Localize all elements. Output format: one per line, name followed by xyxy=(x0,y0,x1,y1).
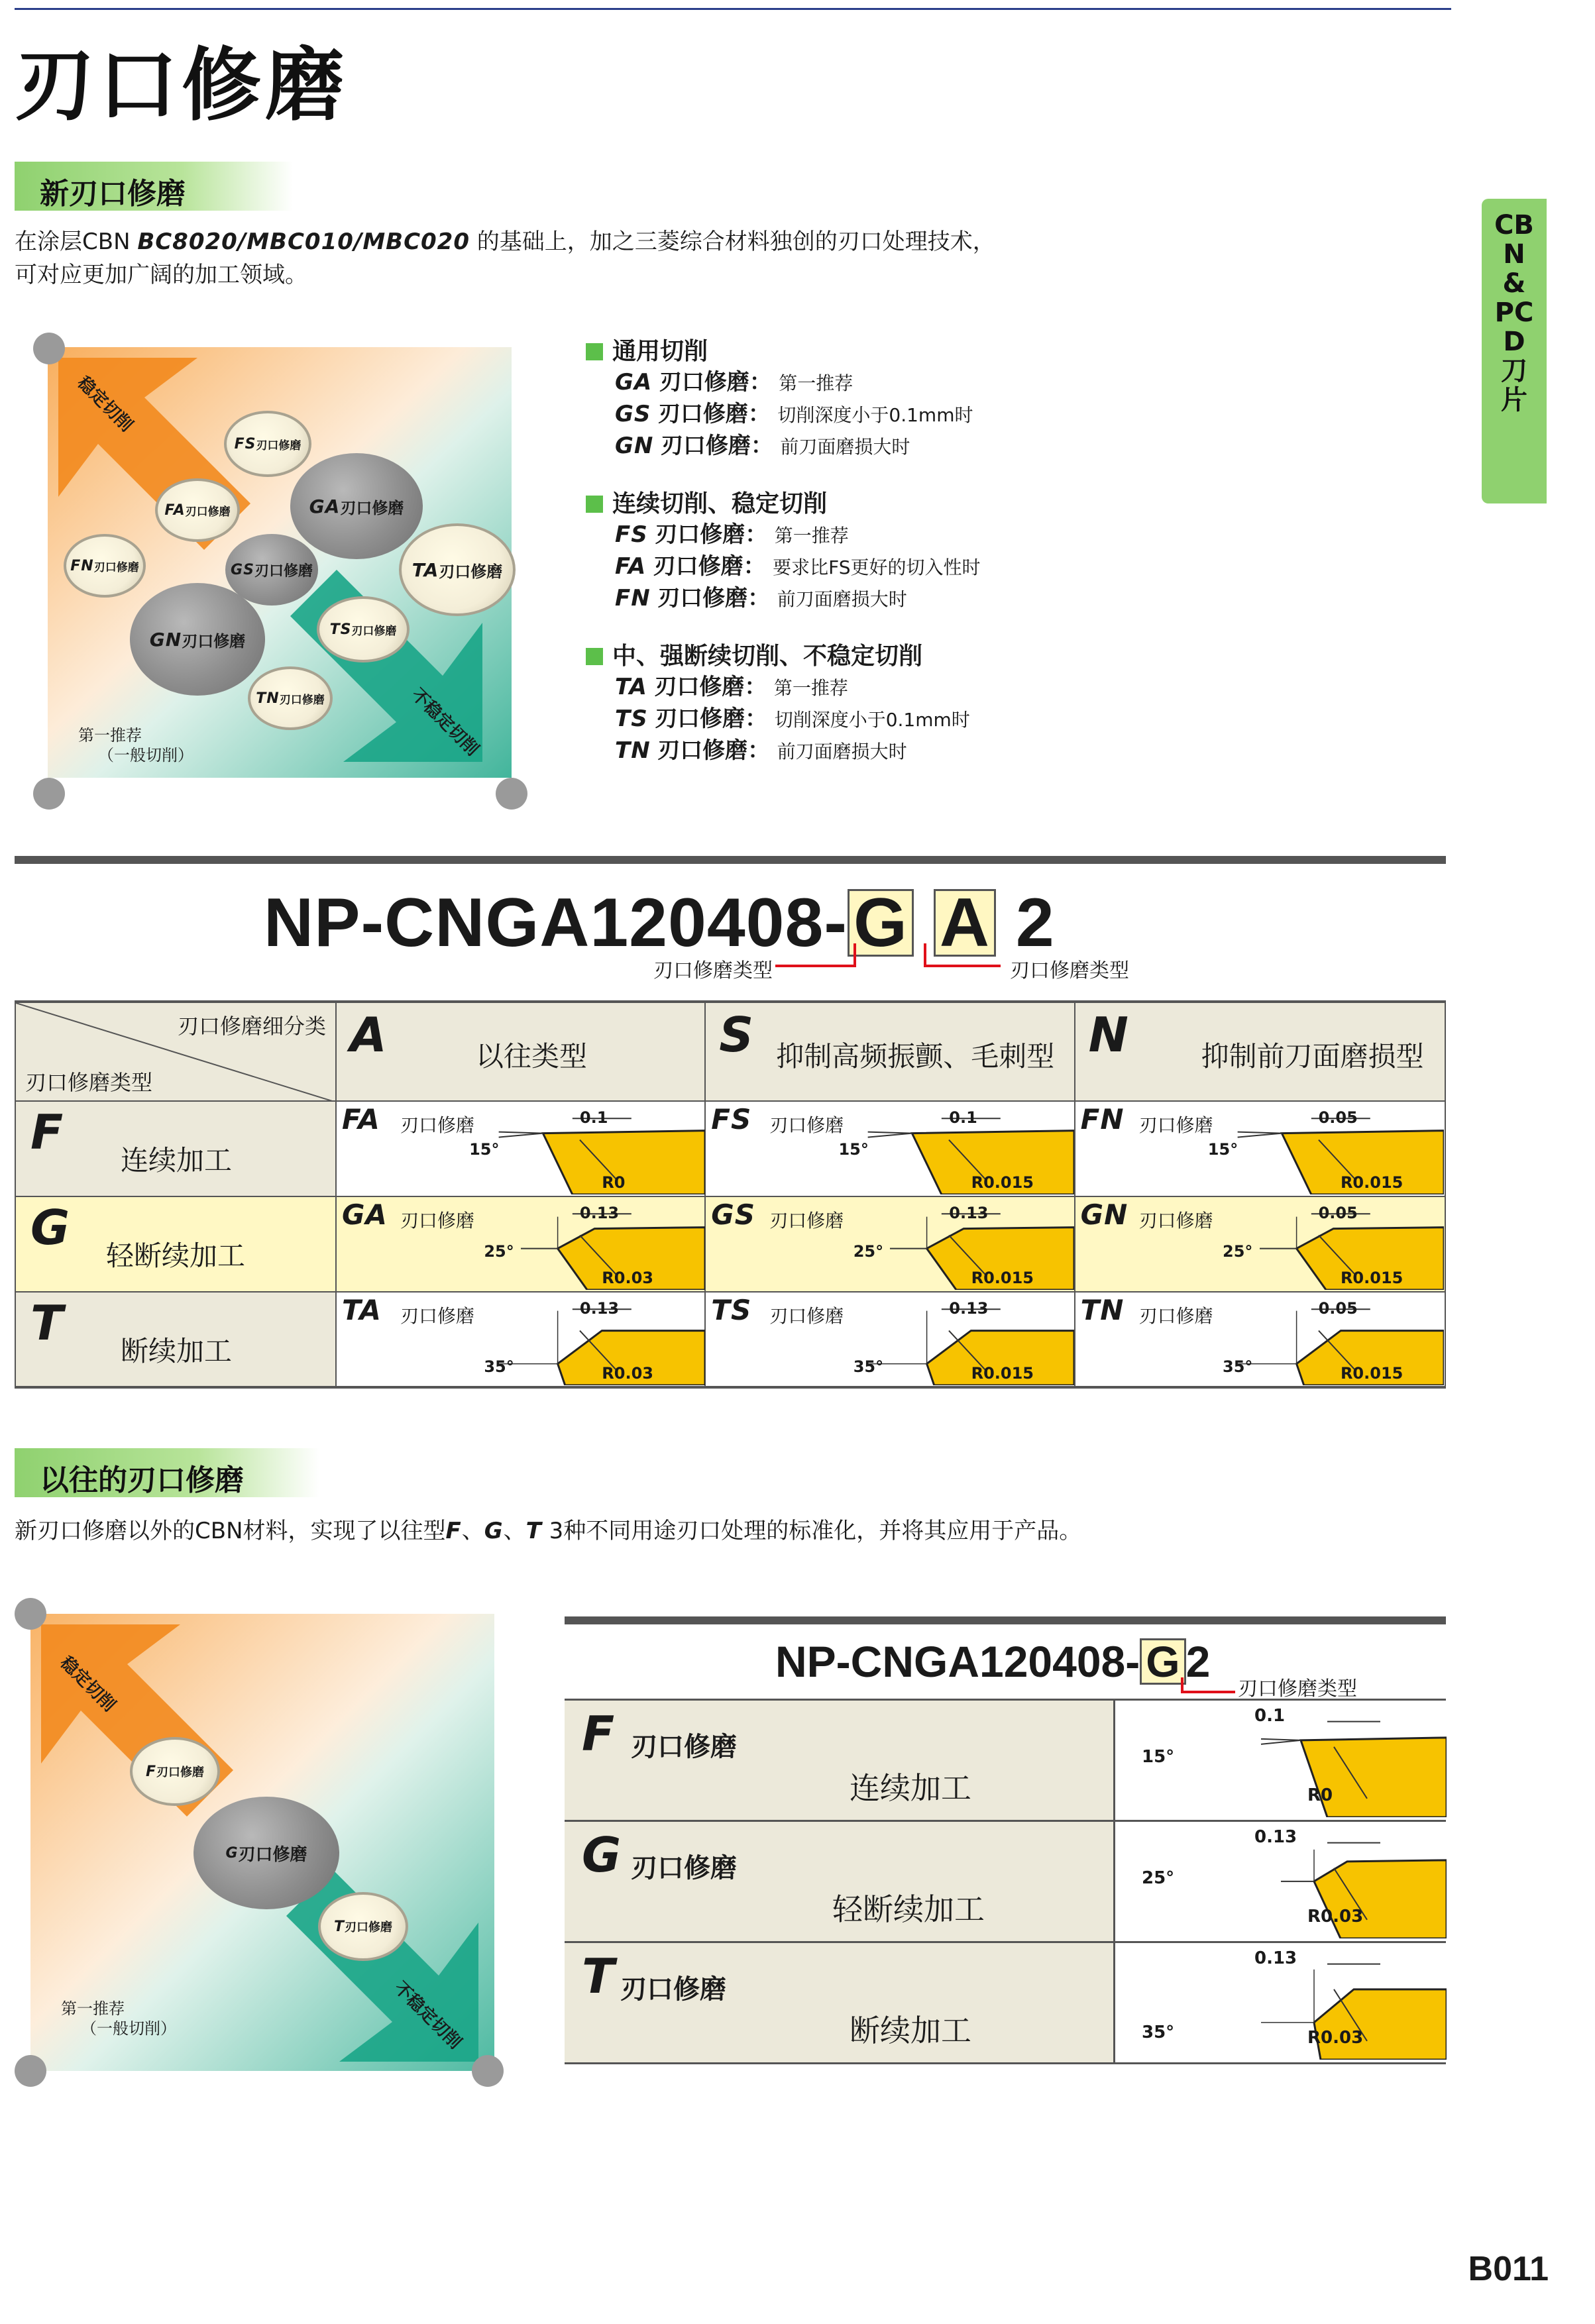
product-code-2: NP-CNGA120408- G 2 xyxy=(775,1637,1211,1686)
bubble-g: G 刃口修磨 xyxy=(193,1797,339,1909)
row-header-t: T 断续加工 xyxy=(15,1292,336,1387)
t2-angle: 35° xyxy=(1142,2023,1175,2042)
corner-dot xyxy=(15,2055,46,2087)
bubble-ga: GA 刃口修磨 xyxy=(290,453,423,559)
page-number: B011 xyxy=(1468,2250,1549,2288)
edge-code-label: 刃口修磨 xyxy=(1138,1114,1213,1136)
edge-width: 0.13 xyxy=(579,1204,620,1222)
arrow-label-stable: 稳定切削 xyxy=(73,372,137,436)
edge-angle: 15° xyxy=(1207,1140,1238,1159)
row-header-f: F 连续加工 xyxy=(15,1101,336,1196)
cell-ta xyxy=(336,1292,705,1387)
header-corner: 刃口修磨细分类 刃口修磨类型 xyxy=(15,1002,336,1101)
edge-radius: R0.015 xyxy=(971,1364,1034,1383)
col-header-n: N 抑制前刀面磨损型 xyxy=(1075,1002,1445,1101)
edge-prep-matrix xyxy=(15,1000,1446,1389)
bubble-gn: GN 刃口修磨 xyxy=(130,583,265,696)
edge-radius: R0.03 xyxy=(602,1364,653,1383)
edge-radius: R0.015 xyxy=(971,1173,1034,1192)
cell-fa xyxy=(336,1101,705,1196)
edge-code: TN xyxy=(1080,1294,1125,1326)
code1-pointer-lines xyxy=(769,941,1014,980)
t2-row-t xyxy=(565,1942,1446,2064)
legend-square xyxy=(586,648,603,665)
edge-angle: 35° xyxy=(1223,1357,1253,1376)
edge-code: TS xyxy=(711,1294,752,1326)
code-box-subtype: A xyxy=(934,889,996,957)
t2-angle: 15° xyxy=(1142,1747,1175,1767)
legend-continuous: 连续切削、稳定切削 FS 刃口修磨： 第一推荐 FA 刃口修磨： 要求比FS更好的切入性时 FN 刃口修磨： 前刀面磨损大时 xyxy=(586,489,981,615)
cell-gs xyxy=(705,1196,1074,1292)
grade-names: BC8020/MBC010/MBC020 xyxy=(137,229,470,255)
corner-dot xyxy=(33,778,65,810)
corner-dot xyxy=(496,778,527,810)
legend-interrupted: 中、强断续切削、不稳定切削 TA 刃口修磨： 第一推荐 TS 刃口修磨： 切削深度小于0.1mm时 TN 刃口修磨： 前刀面磨损大时 xyxy=(586,641,970,767)
arrow-label-unstable: 不稳定切削 xyxy=(407,684,482,760)
edge-angle: 25° xyxy=(484,1242,514,1261)
edge-code-label: 刃口修磨 xyxy=(1138,1210,1213,1232)
section-heading-conventional: 以往的刃口修磨 xyxy=(15,1448,319,1497)
t2-row-f xyxy=(565,1700,1446,1821)
row-f xyxy=(15,1101,1445,1196)
cell-fs xyxy=(705,1101,1074,1196)
edge-width: 0.1 xyxy=(949,1108,977,1127)
edge-code: FS xyxy=(711,1103,752,1136)
t2-radius: R0.03 xyxy=(1307,2028,1364,2048)
top-rule xyxy=(15,8,1451,10)
edge-radius: R0.015 xyxy=(1340,1269,1403,1287)
product-code-1: NP-CNGA120408-G A 2 xyxy=(264,884,1055,961)
t2-radius: R0.03 xyxy=(1307,1907,1364,1927)
intro-text: 在涂层CBN BC8020/MBC010/MBC020 的基础上，加之三菱综合材料独创的刃口处理技术， 可对应更加广阔的加工领域。 xyxy=(15,229,995,288)
cell-ts xyxy=(705,1292,1074,1387)
t2-row-g xyxy=(565,1821,1446,1942)
page-title: 刃口修磨 xyxy=(15,40,349,132)
col-header-s: S 抑制高频振颤、毛刺型 xyxy=(705,1002,1074,1101)
bubble-tn: TN 刃口修磨 xyxy=(248,666,333,730)
general-cutting-label: （一般切削） xyxy=(98,746,193,765)
edge-angle: 15° xyxy=(838,1140,869,1159)
legend-square xyxy=(586,496,603,513)
edge-code-label: 刃口修磨 xyxy=(400,1114,474,1136)
t2-left-t: T 刃口修磨 断续加工 xyxy=(565,1942,1115,2064)
bubble-ta: TA 刃口修磨 xyxy=(399,523,516,616)
code2-label: 刃口修磨类型 xyxy=(1238,1677,1357,1701)
t2-geometry-g xyxy=(1115,1821,1447,1942)
conventional-edge-diagram: 稳定切削 不稳定切削 第一推荐 （一般切削） F 刃口修磨 G 刃口修磨 T 刃口修磨 xyxy=(15,1598,518,2088)
bubble-gs: GS 刃口修磨 xyxy=(225,534,318,606)
corner-dot xyxy=(33,333,65,364)
cell-tn xyxy=(1075,1292,1445,1387)
edge-prep-map-diagram xyxy=(32,331,535,795)
bubble-fn: FN 刃口修磨 xyxy=(64,534,146,598)
cell-ga xyxy=(336,1196,705,1292)
cell-fn xyxy=(1075,1101,1445,1196)
edge-code: TA xyxy=(341,1294,382,1326)
row-header-g: G 轻断续加工 xyxy=(15,1196,336,1292)
code-box-type: G xyxy=(848,889,914,957)
t2-angle: 25° xyxy=(1142,1868,1175,1888)
t2-radius: R0 xyxy=(1307,1785,1333,1805)
section-heading-new xyxy=(15,162,293,211)
edge-radius: R0.015 xyxy=(1340,1173,1403,1192)
code1-label-subtype: 刃口修磨类型 xyxy=(1010,959,1129,982)
t2-left-g: G 刃口修磨 轻断续加工 xyxy=(565,1821,1115,1942)
edge-width: 0.05 xyxy=(1318,1204,1358,1222)
edge-angle: 15° xyxy=(469,1140,500,1159)
bubble-fs: FS 刃口修磨 xyxy=(224,411,311,477)
col-header-a: A 以往类型 xyxy=(336,1002,705,1101)
conventional-edge-table xyxy=(565,1699,1446,2064)
edge-width: 0.05 xyxy=(1318,1299,1358,1318)
t2-geometry-f xyxy=(1115,1700,1447,1821)
cell-gn xyxy=(1075,1196,1445,1292)
code2-box-type: G xyxy=(1140,1638,1185,1685)
edge-angle: 25° xyxy=(853,1242,884,1261)
edge-code: GS xyxy=(711,1198,756,1231)
edge-angle: 35° xyxy=(484,1357,514,1376)
code1-label-type: 刃口修磨类型 xyxy=(653,959,773,982)
edge-code-label: 刃口修磨 xyxy=(400,1210,474,1232)
edge-radius: R0.03 xyxy=(602,1269,653,1287)
edge-code-label: 刃口修磨 xyxy=(769,1305,844,1327)
edge-code-label: 刃口修磨 xyxy=(400,1305,474,1327)
bubble-f: F 刃口修磨 xyxy=(130,1737,220,1806)
t2-width: 0.13 xyxy=(1254,1827,1297,1847)
edge-width: 0.1 xyxy=(579,1108,608,1127)
row-t xyxy=(15,1292,1445,1387)
edge-code-label: 刃口修磨 xyxy=(1138,1305,1213,1327)
side-tab-label: CBN&PCD刀片 xyxy=(1494,210,1534,415)
corner-dot xyxy=(472,2055,504,2087)
bubble-t: T 刃口修磨 xyxy=(318,1892,408,1961)
edge-radius: R0.015 xyxy=(1340,1364,1403,1383)
edge-code: FN xyxy=(1080,1103,1125,1136)
legend-square xyxy=(586,343,603,360)
edge-width: 0.13 xyxy=(949,1204,989,1222)
t2-left-f: F 刃口修磨 连续加工 xyxy=(565,1700,1115,1821)
edge-code: GA xyxy=(341,1198,388,1231)
edge-width: 0.05 xyxy=(1318,1108,1358,1127)
edge-radius: R0 xyxy=(602,1173,626,1192)
edge-angle: 25° xyxy=(1223,1242,1253,1261)
first-recommend-label: 第一推荐 xyxy=(78,726,142,745)
t2-geometry-t xyxy=(1115,1942,1447,2064)
edge-radius: R0.015 xyxy=(971,1269,1034,1287)
bubble-ts: TS 刃口修磨 xyxy=(317,596,410,662)
edge-width: 0.13 xyxy=(579,1299,620,1318)
section2-text: 新刃口修磨以外的CBN材料，实现了以往型F、G、T 3种不同用途刃口处理的标准化，并将其应用于产品。 xyxy=(15,1518,1082,1544)
t2-width: 0.13 xyxy=(1254,1948,1297,1968)
edge-code: FA xyxy=(341,1103,380,1136)
corner-dot xyxy=(15,1598,46,1630)
section-divider-2 xyxy=(565,1616,1446,1624)
edge-width: 0.13 xyxy=(949,1299,989,1318)
edge-code: GN xyxy=(1080,1198,1128,1231)
section-heading-text: 新刃口修磨 xyxy=(40,177,186,211)
section-divider xyxy=(15,856,1446,864)
t2-width: 0.1 xyxy=(1254,1706,1286,1726)
row-g xyxy=(15,1196,1445,1292)
edge-angle: 35° xyxy=(853,1357,884,1376)
edge-code-label: 刃口修磨 xyxy=(769,1114,844,1136)
legend-general: 通用切削 GA 刃口修磨： 第一推荐 GS 刃口修磨： 切削深度小于0.1mm时 GN 刃口修磨： 前刀面磨损大时 xyxy=(586,337,973,462)
bubble-fa: FA 刃口修磨 xyxy=(155,478,240,542)
edge-code-label: 刃口修磨 xyxy=(769,1210,844,1232)
